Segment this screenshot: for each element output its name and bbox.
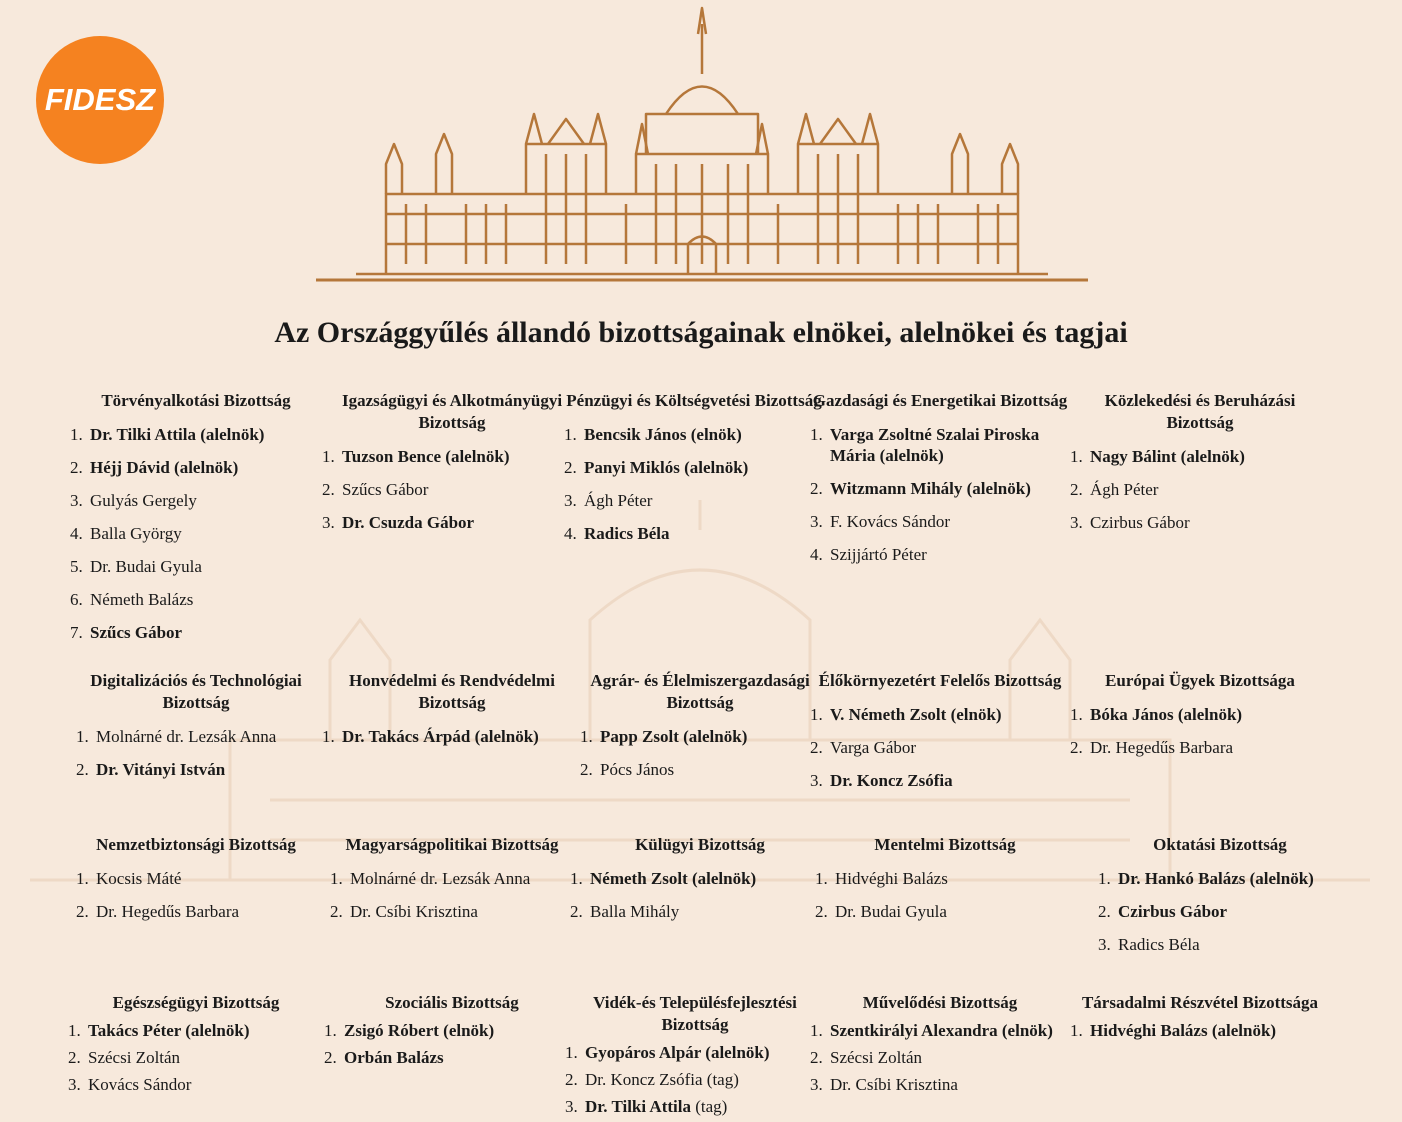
member-item <box>1098 934 1350 955</box>
member-item <box>68 1020 326 1041</box>
member-name: Bencsik János (elnök) <box>584 425 742 444</box>
committee-block <box>815 834 1075 922</box>
member-number: 7. <box>70 623 83 642</box>
member-item <box>810 478 1070 499</box>
member-name: Balla Mihály <box>590 902 680 921</box>
member-name: Dr. Hegedűs Barbara <box>1090 738 1234 757</box>
member-name: Varga Gábor <box>830 738 917 757</box>
member-name: Tuzson Bence (alelnök) <box>342 447 510 466</box>
member-list <box>1070 446 1330 533</box>
member-item <box>70 490 326 511</box>
committee-block <box>1070 992 1330 1041</box>
member-name: Dr. Csuzda Gábor <box>342 513 475 532</box>
committee-name: Nemzetbiztonsági Bizottság <box>96 835 296 854</box>
member-number: 2. <box>76 760 89 779</box>
member-item <box>330 901 582 922</box>
member-name: Panyi Miklós (alelnök) <box>584 458 749 477</box>
member-name: Németh Balázs <box>90 590 194 609</box>
member-item <box>322 479 582 500</box>
committee-block <box>810 992 1070 1095</box>
member-list <box>815 868 1075 922</box>
member-item <box>570 901 830 922</box>
member-name <box>585 1096 825 1117</box>
committee-name: Művelődési Bizottság <box>862 993 1018 1012</box>
member-name: Bóka János (alelnök) <box>1090 705 1243 724</box>
member-item <box>322 726 582 747</box>
member-name: Czirbus Gábor <box>1118 902 1228 921</box>
member-name: Takács Péter (alelnök) <box>88 1021 250 1040</box>
committee-block <box>810 390 1070 565</box>
member-name: Balla György <box>90 524 182 543</box>
member-name: Varga Zsoltné Szalai Piroska Mária (alelnök) <box>830 425 1040 465</box>
committee-name: Külügyi Bizottság <box>635 835 765 854</box>
member-number: 2. <box>815 902 828 921</box>
member-name: Molnárné dr. Lezsák Anna <box>96 727 277 746</box>
member-number: 4. <box>810 545 823 564</box>
member-item <box>322 446 582 467</box>
member-item <box>1070 737 1330 758</box>
member-number: 1. <box>70 425 83 444</box>
member-number: 2. <box>324 1048 337 1067</box>
member-number: 3. <box>1098 935 1111 954</box>
member-item <box>564 424 824 445</box>
member-item <box>564 457 824 478</box>
member-number: 2. <box>810 1048 823 1067</box>
committee-block <box>322 390 582 533</box>
member-name: Ágh Péter <box>584 491 653 510</box>
member-name: Dr. Budai Gyula <box>835 902 947 921</box>
committee-name: Igazságügyi és Alkotmányügyi Bizottság <box>341 391 563 432</box>
member-number: 1. <box>1070 447 1083 466</box>
member-item <box>68 1074 326 1095</box>
committee-name: Törvényalkotási Bizottság <box>101 391 291 410</box>
member-item <box>68 1047 326 1068</box>
member-number: 1. <box>810 425 823 444</box>
member-item <box>324 1047 582 1068</box>
member-number: 2. <box>580 760 593 779</box>
member-item <box>1070 479 1330 500</box>
member-item <box>815 901 1075 922</box>
member-item <box>810 1074 1070 1095</box>
member-item <box>565 1042 825 1063</box>
member-item <box>330 868 582 889</box>
member-name: Dr. Csíbi Krisztina <box>830 1075 958 1094</box>
committee-name: Honvédelmi és Rendvédelmi Bizottság <box>349 671 555 712</box>
member-list <box>1070 1020 1330 1041</box>
member-number: 1. <box>1098 869 1111 888</box>
committee-block <box>570 834 830 922</box>
member-number: 1. <box>580 727 593 746</box>
member-name: Dr. Hegedűs Barbara <box>96 902 240 921</box>
committee-name: Közlekedési és Beruházási Bizottság <box>1104 391 1296 432</box>
committee-name: Társadalmi Részvétel Bizottsága <box>1081 993 1319 1012</box>
member-number: 1. <box>1070 1021 1083 1040</box>
member-number: 2. <box>1070 480 1083 499</box>
member-item <box>76 901 326 922</box>
committee-name: Digitalizációs és Technológiai Bizottság <box>90 671 302 712</box>
member-name: Kocsis Máté <box>96 869 182 888</box>
member-name: Molnárné dr. Lezsák Anna <box>350 869 531 888</box>
member-item <box>1070 704 1330 725</box>
member-number: 2. <box>570 902 583 921</box>
member-name: Hidvéghi Balázs (alelnök) <box>1090 1021 1277 1040</box>
member-name: Dr. Koncz Zsófia <box>830 771 953 790</box>
member-name: Németh Zsolt (alelnök) <box>590 869 757 888</box>
member-number: 3. <box>564 491 577 510</box>
member-item <box>70 523 326 544</box>
member-item <box>70 556 326 577</box>
committee-block <box>1070 390 1330 533</box>
committee-name: Oktatási Bizottság <box>1153 835 1287 854</box>
committee-block <box>570 670 830 780</box>
member-item <box>70 424 326 445</box>
member-item <box>1098 868 1350 889</box>
member-name: Pócs János <box>600 760 675 779</box>
member-name: Szijjártó Péter <box>830 545 927 564</box>
member-list <box>810 1020 1070 1095</box>
member-item <box>810 1047 1070 1068</box>
member-number: 2. <box>1070 738 1083 757</box>
committee-name: Európai Ügyek Bizottsága <box>1105 671 1295 690</box>
member-name: Witzmann Mihály (alelnök) <box>830 479 1031 498</box>
member-list <box>1070 704 1330 758</box>
member-number: 3. <box>68 1075 81 1094</box>
member-list <box>322 446 582 533</box>
member-name: Papp Zsolt (alelnök) <box>600 727 748 746</box>
member-item <box>324 1020 582 1041</box>
member-item <box>565 1069 825 1090</box>
member-number: 2. <box>330 902 343 921</box>
member-list <box>66 868 326 922</box>
member-list <box>570 868 830 922</box>
member-item <box>810 770 1070 791</box>
member-list <box>564 424 824 544</box>
member-number: 1. <box>564 425 577 444</box>
member-name: Dr. Koncz Zsófia (tag) <box>585 1070 739 1089</box>
committee-block <box>66 670 326 780</box>
member-name: Dr. Vitányi István <box>96 760 226 779</box>
member-number: 3. <box>322 513 335 532</box>
member-name: Dr. Hankó Balázs (alelnök) <box>1118 869 1314 888</box>
member-name: Szécsi Zoltán <box>88 1048 181 1067</box>
committee-name: Gazdasági és Energetikai Bizottság <box>812 391 1068 410</box>
committee-name: Mentelmi Bizottság <box>874 835 1016 854</box>
member-item <box>1098 901 1350 922</box>
member-name: Radics Béla <box>584 524 670 543</box>
member-item <box>810 511 1070 532</box>
member-number: 1. <box>810 1021 823 1040</box>
committee-block <box>322 834 582 922</box>
committee-name: Vidék-és Településfejlesztési Bizottság <box>593 993 797 1034</box>
member-number: 2. <box>1098 902 1111 921</box>
parliament-illustration <box>316 4 1088 284</box>
member-number: 3. <box>70 491 83 510</box>
member-name: Gyopáros Alpár (alelnök) <box>585 1043 770 1062</box>
member-name: Szécsi Zoltán <box>830 1048 923 1067</box>
member-name: Dr. Budai Gyula <box>90 557 202 576</box>
committee-block <box>322 670 582 747</box>
member-number: 2. <box>810 738 823 757</box>
committee-name: Magyarságpolitikai Bizottság <box>345 835 559 854</box>
fidesz-logo <box>36 36 164 164</box>
member-item <box>810 704 1070 725</box>
member-item <box>810 1020 1070 1041</box>
member-number: 3. <box>810 512 823 531</box>
committee-block <box>810 670 1070 791</box>
member-name: Radics Béla <box>1118 935 1200 954</box>
member-role: (tag) <box>690 1097 728 1116</box>
member-item <box>810 544 1070 565</box>
member-name: Nagy Bálint (alelnök) <box>1090 447 1245 466</box>
member-name: Hidvéghi Balázs <box>835 869 948 888</box>
committee-name: Egészségügyi Bizottság <box>112 993 280 1012</box>
member-number: 2. <box>68 1048 81 1067</box>
member-list <box>565 1042 825 1117</box>
member-item <box>76 868 326 889</box>
member-list <box>66 424 326 643</box>
member-list <box>570 726 830 780</box>
committee-block <box>1090 834 1350 955</box>
member-item <box>1070 446 1330 467</box>
member-name: Orbán Balázs <box>344 1048 444 1067</box>
member-name: Czirbus Gábor <box>1090 513 1190 532</box>
member-item <box>70 622 326 643</box>
member-item <box>580 759 830 780</box>
member-number: 1. <box>76 727 89 746</box>
member-number: 3. <box>565 1097 578 1116</box>
committee-block <box>322 992 582 1068</box>
member-number: 2. <box>810 479 823 498</box>
member-item <box>810 424 1070 466</box>
member-name-bold: Dr. Tilki Attila <box>585 1097 691 1116</box>
committee-name: Pénzügyi és Költségvetési Bizottság <box>566 391 822 410</box>
member-number: 2. <box>76 902 89 921</box>
member-number: 1. <box>76 869 89 888</box>
member-number: 1. <box>68 1021 81 1040</box>
member-name: Ágh Péter <box>1090 480 1159 499</box>
member-list <box>1090 868 1350 955</box>
logo-text: FIDESZ <box>44 82 156 117</box>
member-item <box>570 868 830 889</box>
member-name: Zsigó Róbert (elnök) <box>344 1021 495 1040</box>
member-number: 1. <box>565 1043 578 1062</box>
committee-block <box>564 390 824 544</box>
committee-block <box>565 992 825 1117</box>
member-name: Dr. Takács Árpád (alelnök) <box>342 727 539 746</box>
committee-block <box>66 390 326 643</box>
member-item <box>70 457 326 478</box>
member-number: 2. <box>70 458 83 477</box>
member-number: 1. <box>1070 705 1083 724</box>
member-number: 5. <box>70 557 83 576</box>
committee-block <box>1070 670 1330 758</box>
member-number: 2. <box>322 480 335 499</box>
committee-name: Agrár- és Élelmiszergazdasági Bizottság <box>590 671 810 712</box>
member-item <box>565 1096 825 1117</box>
committee-block <box>66 992 326 1095</box>
member-list <box>810 424 1070 565</box>
member-item <box>1070 1020 1330 1041</box>
member-number: 2. <box>564 458 577 477</box>
committee-name: Élőkörnyezetért Felelős Bizottság <box>818 671 1062 690</box>
member-number: 1. <box>570 869 583 888</box>
committee-block <box>66 834 326 922</box>
member-item <box>70 589 326 610</box>
member-number: 1. <box>324 1021 337 1040</box>
member-number: 3. <box>810 1075 823 1094</box>
member-number: 4. <box>70 524 83 543</box>
member-name: Szűcs Gábor <box>90 623 183 642</box>
member-name: Szentkirályi Alexandra (elnök) <box>830 1021 1053 1040</box>
member-list <box>810 704 1070 791</box>
member-number: 1. <box>322 447 335 466</box>
member-item <box>810 737 1070 758</box>
member-item <box>564 490 824 511</box>
member-name: F. Kovács Sándor <box>830 512 950 531</box>
member-number: 4. <box>564 524 577 543</box>
member-item <box>815 868 1075 889</box>
member-number: 1. <box>810 705 823 724</box>
member-item <box>580 726 830 747</box>
member-item <box>76 726 326 747</box>
member-list <box>66 726 326 780</box>
member-number: 6. <box>70 590 83 609</box>
member-item <box>1070 512 1330 533</box>
member-item <box>322 512 582 533</box>
member-name: V. Németh Zsolt (elnök) <box>830 705 1002 724</box>
member-number: 1. <box>330 869 343 888</box>
member-list <box>322 1020 582 1068</box>
member-number: 2. <box>565 1070 578 1089</box>
member-list <box>322 726 582 747</box>
member-item <box>564 523 824 544</box>
member-name: Héjj Dávid (alelnök) <box>90 458 239 477</box>
member-name: Kovács Sándor <box>88 1075 192 1094</box>
committee-name: Szociális Bizottság <box>385 993 519 1012</box>
member-number: 1. <box>815 869 828 888</box>
member-list <box>322 868 582 922</box>
member-number: 1. <box>322 727 335 746</box>
member-name: Dr. Csíbi Krisztina <box>350 902 478 921</box>
member-name: Gulyás Gergely <box>90 491 197 510</box>
page-title: Az Országgyűlés állandó bizottságainak elnökei, alelnökei és tagjai <box>274 316 1128 349</box>
member-number: 3. <box>1070 513 1083 532</box>
member-item <box>76 759 326 780</box>
member-name: Dr. Tilki Attila (alelnök) <box>90 425 265 444</box>
member-name: Szűcs Gábor <box>342 480 429 499</box>
member-number: 3. <box>810 771 823 790</box>
member-list <box>66 1020 326 1095</box>
